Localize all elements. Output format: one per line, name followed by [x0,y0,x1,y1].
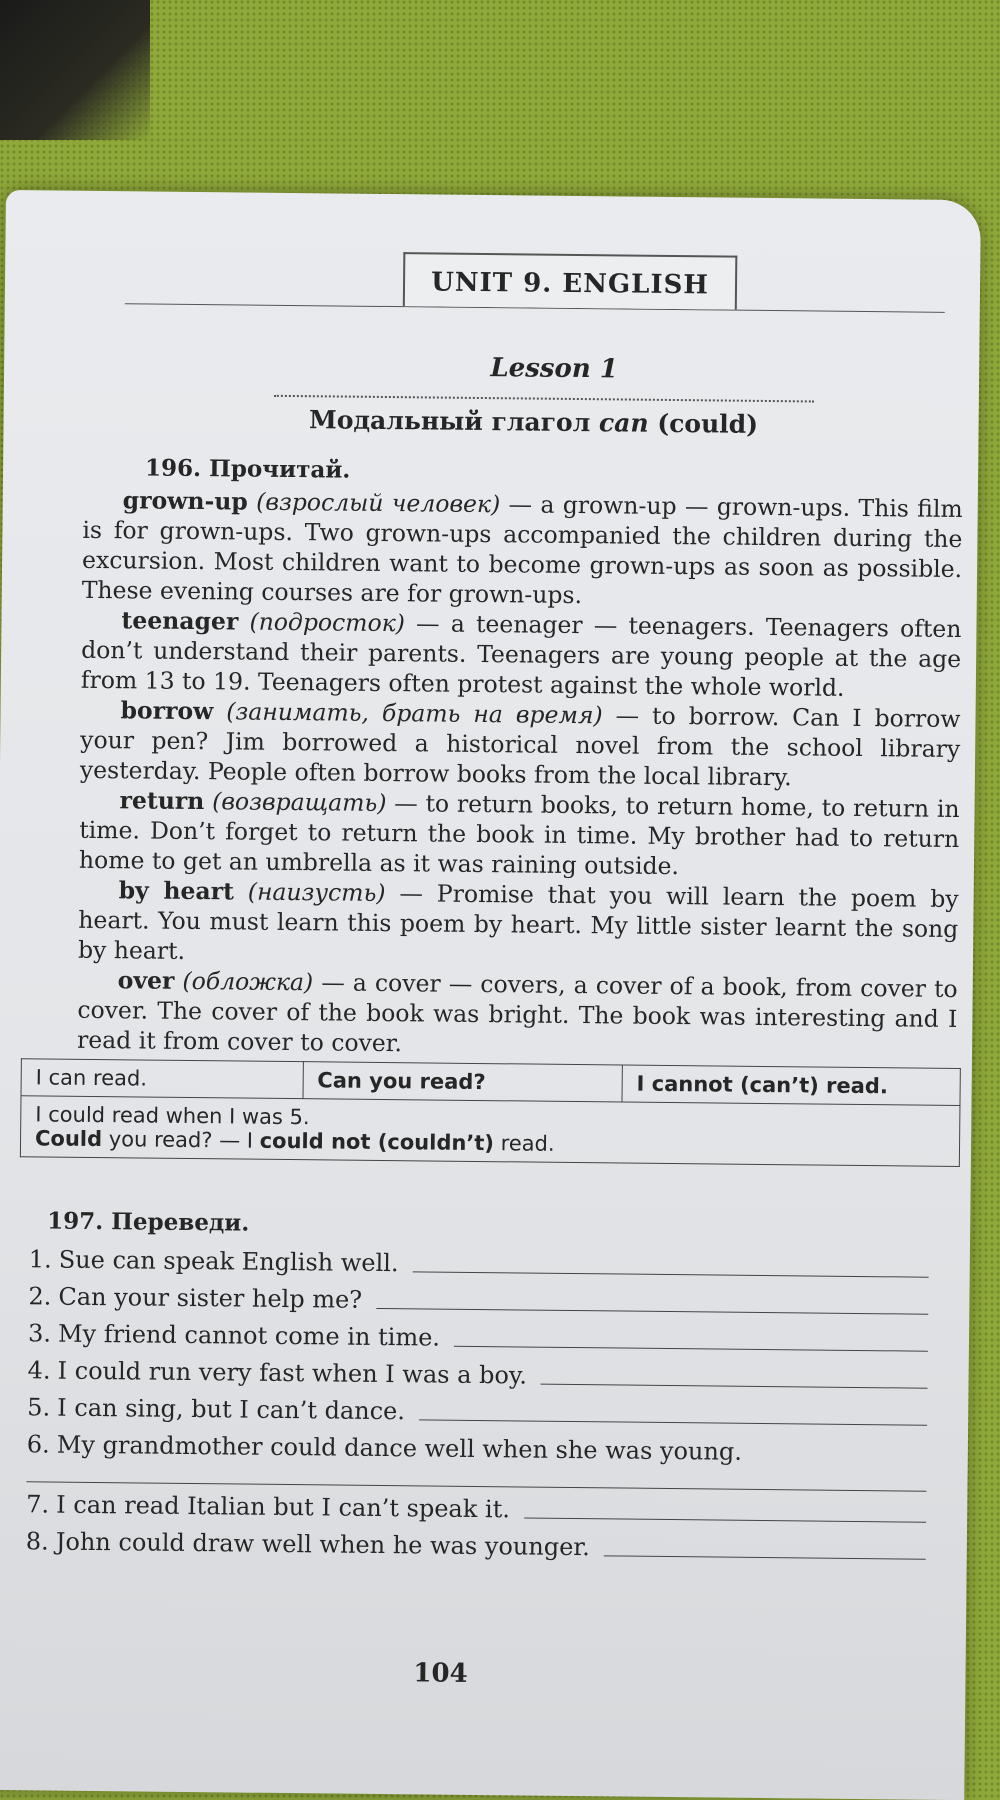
vocab-text: — Promise that you will learn the poem by heart. You must learn this poem by heart. My little sister learnt the song by heart. [77,879,959,965]
table-line: I could read when I was 5. [35,1102,310,1130]
vocab-word: grown-up [122,486,248,516]
answer-line[interactable] [454,1345,928,1352]
item-number: 2. [28,1282,52,1311]
page-number: 104 [413,1658,468,1689]
vocab-text: — a cover — covers, a cover of a book, from cover to cover. The cover of the book was bright. The book was interesting and I read it from cover to cover. [76,968,958,1058]
grammar-table [20,1058,961,1167]
item-text: I could run very fast when I was a boy. [57,1356,528,1390]
table-bold-text: could not (couldn’t) [259,1128,495,1156]
exercise-196-heading: 196. Прочитай. [144,454,351,484]
background-dark-corner [0,0,150,140]
item-text: I can read Italian but I can’t speak it. [56,1490,511,1524]
lesson-dotted-rule [274,395,814,403]
exercise-197-heading: 197. Переведи. [47,1207,250,1237]
item-text: My grandmother could dance well when she was young. [56,1430,743,1466]
vocab-word: return [119,786,205,816]
vocab-translation: (подросток) [249,607,406,638]
item-text: Can your sister help me? [58,1282,363,1314]
item-number: 4. [27,1356,51,1385]
answer-line[interactable] [412,1270,928,1277]
vocab-word: over [117,966,175,995]
item-number: 8. [25,1527,49,1556]
table-cell: I can read. [21,1059,303,1099]
item-number: 7. [26,1490,50,1519]
vocab-text: — a teenager — teenagers. Teenagers often don’t understand their parents. Teenagers are young people at the age from 13 to 19. Teenagers often protest against the whole world. [80,609,962,702]
answer-line[interactable] [419,1418,927,1425]
subtitle-can: can [598,408,649,438]
item-text: John could draw well when he was younger. [55,1527,590,1562]
answer-line[interactable] [376,1307,928,1315]
vocab-text: — to return books, to return home, to return in time. Don’t forget to return the book in time. My brother had to return home to get an umbrella as it was raining outside. [78,789,960,881]
vocab-entry [79,785,960,884]
lesson-subtitle [203,404,863,440]
exercise-197 [26,1202,960,1570]
table-cell [20,1096,960,1167]
vocab-translation: (обложка) [182,966,314,997]
item-number: 6. [26,1430,50,1459]
vocab-entry [78,875,959,974]
subtitle-prefix: Модальный глагол [308,405,600,438]
vocab-translation: (занимать, брать на время) [226,697,603,730]
item-text: I can sing, but I can’t dance. [57,1393,406,1426]
vocab-translation: (наизусть) [247,877,386,908]
vocab-text: — to borrow. Can I borrow your pen? Jim borrowed a historical novel from the school library yesterday. People often borrow books from the local library. [79,701,961,792]
unit-title: UNIT 9. ENGLISH [403,252,738,309]
table-cell: Can you read? [303,1062,623,1102]
answer-line[interactable] [541,1383,928,1389]
lesson-title: Lesson 1 [490,353,619,385]
vocab-entry [80,695,961,794]
vocab-translation: (возвращать) [212,787,387,818]
vocab-text: — a grown-up — grown-ups. This film is for grown-ups. Two grown-ups accompanied the children during the excursion. Most children want to become grown-ups as soon as possible. These evening courses are for grown-ups. [81,490,963,610]
table-row [20,1096,960,1167]
vocab-entry [77,965,958,1064]
subtitle-could: (could) [657,408,759,439]
answer-line[interactable] [524,1516,926,1522]
textbook-page [0,190,981,1800]
table-bold-text: Could [34,1126,103,1152]
table-text: read. [493,1131,555,1156]
vocab-entry [82,485,963,614]
vocab-word: borrow [120,696,214,726]
item-number: 5. [27,1393,51,1422]
item-text: Sue can speak English well. [58,1245,399,1278]
answer-line[interactable] [604,1554,926,1559]
table-cell: I cannot (can’t) read. [622,1065,960,1106]
vocab-entry [81,605,962,704]
item-number: 1. [28,1245,52,1274]
item-text: My friend cannot come in time. [57,1319,441,1352]
table-text: you read? — I [101,1127,260,1153]
item-number: 3. [27,1319,52,1348]
vocab-word: teenager [121,606,239,636]
vocab-translation: (взрослый человек) [256,487,501,519]
exercise-196 [77,453,963,1064]
vocab-word: by heart [118,876,235,906]
